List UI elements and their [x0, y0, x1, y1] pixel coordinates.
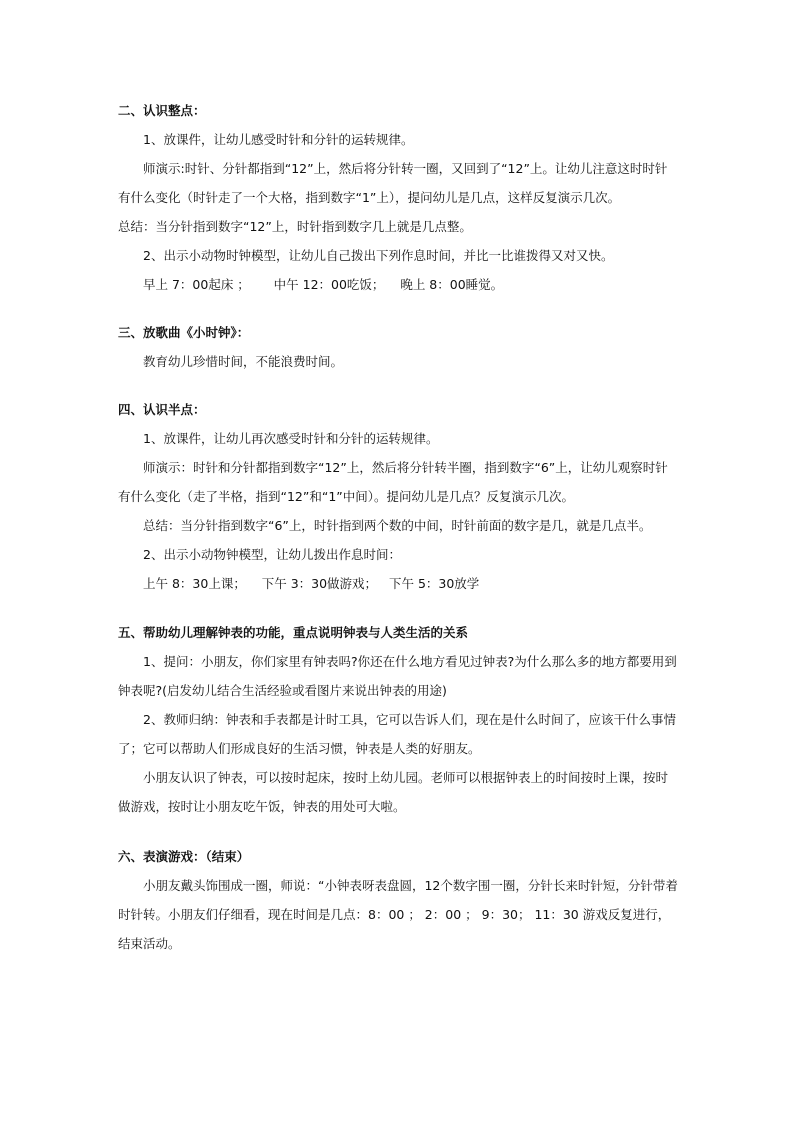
section-heading: 四、认识半点： — [118, 402, 206, 417]
paragraph: 教育幼儿珍惜时间，不能浪费时间。 — [143, 354, 344, 369]
paragraph: 师演示：时针和分针都指到数字“12”上，然后将分针转半圈，指到数字“6”上，让幼儿观察时针有什么变化（走了半格，指到“12”和“1”中间）。提问幼儿是几点？反复演示几次。 — [118, 460, 668, 504]
section-performance-game — [118, 842, 678, 958]
section-heading: 二、认识整点： — [118, 103, 206, 118]
paragraph: 小朋友戴头饰围成一圈，师说：“小钟表呀表盘圆，12个数字围一圈，分针长来时针短，分针带着时针转。小朋友们仔细看，现在时间是几点：8：00 ； 2：00 ； 9：30； 11：30 游戏反复进行，结束活动。 — [118, 878, 678, 951]
paragraph: 小朋友认识了钟表，可以按时起床，按时上幼儿园。老师可以根据钟表上的时间按时上课，按时做游戏，按时让小朋友吃午饭，钟表的用处可大啦。 — [118, 770, 669, 814]
section-recognize-half-hours — [118, 395, 678, 598]
section-heading: 三、放歌曲《小时钟》： — [118, 325, 250, 340]
paragraph: 总结：当分针指到数字“6”上，时针指到两个数的中间，时针前面的数字是几，就是几点半。 — [143, 518, 652, 533]
paragraph: 1、放课件，让幼儿感受时针和分针的运转规律。 — [143, 132, 414, 147]
section-heading: 五、帮助幼儿理解钟表的功能，重点说明钟表与人类生活的关系 — [118, 625, 469, 640]
paragraph: 2、出示小动物钟模型，让幼儿拨出作息时间： — [143, 547, 401, 562]
schedule-line: 早上 7：00起床 ； 中午 12：00吃饭； 晚上 8：00睡觉。 — [143, 277, 504, 292]
paragraph: 1、提问：小朋友，你们家里有钟表吗?你还在什么地方看见过钟表?为什么那么多的地方都要用到钟表呢?(启发幼儿结合生活经验或看图片来说出钟表的用途) — [118, 654, 677, 698]
section-heading: 六、表演游戏：（结束） — [118, 849, 250, 864]
section-clock-function — [118, 618, 678, 821]
paragraph: 师演示:时针、分针都指到“12”上，然后将分针转一圈，又回到了“12”上。让幼儿注意这时时针有什么变化（时针走了一个大格，指到数字“1”上），提问幼儿是几点，这样反复演示几次。 — [118, 161, 668, 205]
paragraph: 2、出示小动物时钟模型，让幼儿自己拨出下列作息时间，并比一比谁拨得又对又快。 — [143, 248, 614, 263]
schedule-line: 上午 8：30上课； 下午 3：30做游戏； 下午 5：30放学 — [143, 576, 480, 591]
section-song — [118, 318, 678, 376]
paragraph: 1、放课件，让幼儿再次感受时针和分针的运转规律。 — [143, 431, 439, 446]
paragraph: 总结：当分针指到数字“12”上，时针指到数字几上就是几点整。 — [118, 219, 472, 234]
section-recognize-hours — [118, 96, 678, 299]
paragraph: 2、教师归纳：钟表和手表都是计时工具，它可以告诉人们，现在是什么时间了，应该干什么事情了；它可以帮助人们形成良好的生活习惯，钟表是人类的好朋友。 — [118, 712, 676, 756]
